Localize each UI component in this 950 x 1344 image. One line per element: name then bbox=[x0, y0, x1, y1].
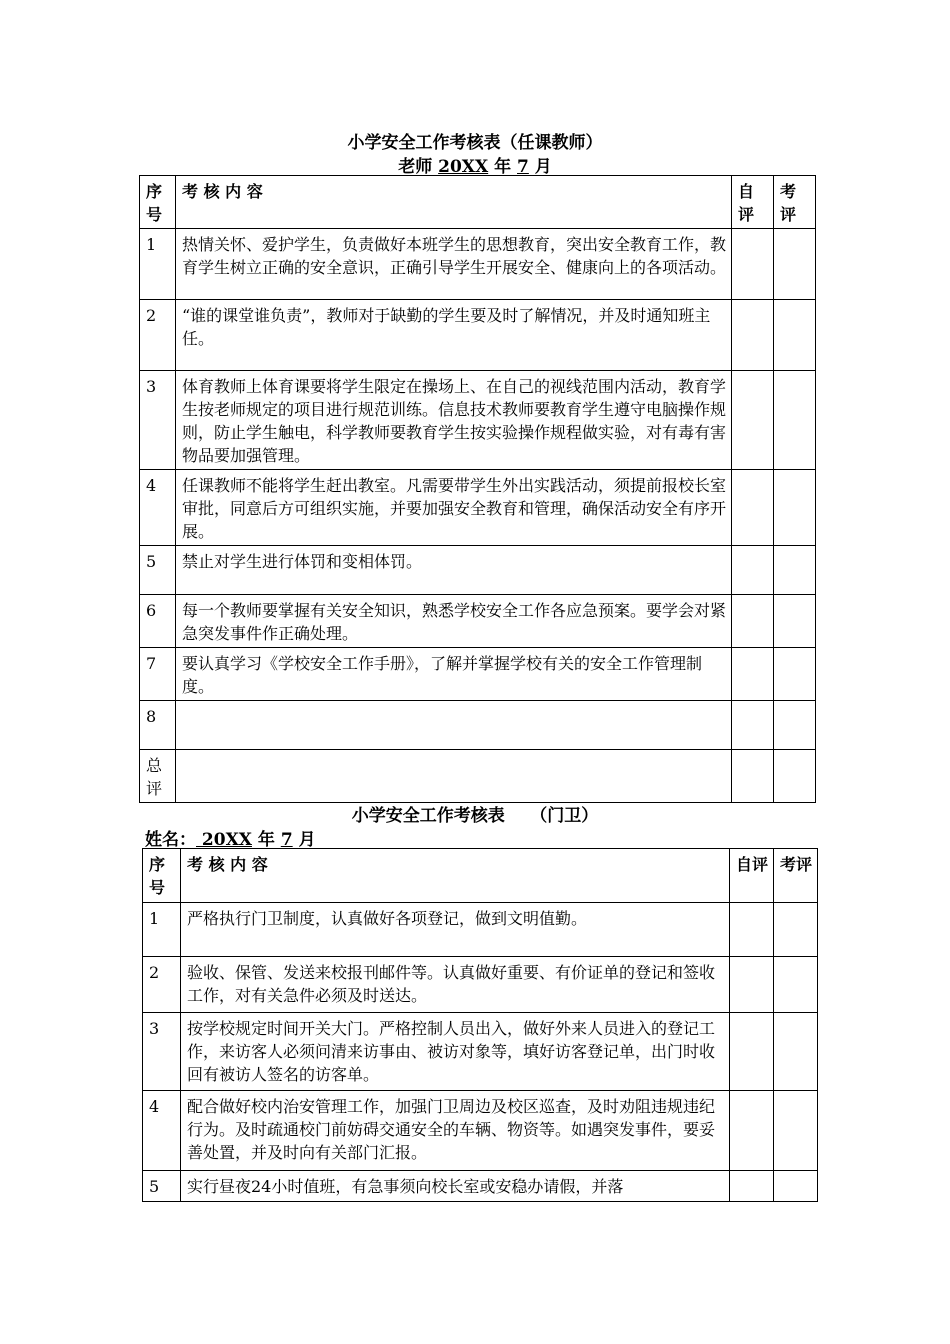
review-score-cell[interactable] bbox=[774, 701, 816, 750]
row-content: 禁止对学生进行体罚和变相体罚。 bbox=[176, 546, 732, 595]
row-no: 2 bbox=[140, 300, 176, 371]
table-row bbox=[140, 300, 816, 371]
self-score-cell[interactable] bbox=[732, 470, 774, 546]
review-score-cell[interactable] bbox=[774, 470, 816, 546]
table-row bbox=[140, 546, 816, 595]
table2-title: 小学安全工作考核表 （门卫） bbox=[351, 806, 599, 826]
self-score-cell[interactable] bbox=[732, 546, 774, 595]
row-content: 要认真学习《学校安全工作手册》，了解并掌握学校有关的安全工作管理制度。 bbox=[176, 648, 732, 701]
header-self: 自评 bbox=[732, 176, 774, 229]
table-row bbox=[140, 229, 816, 300]
table-header-row bbox=[143, 849, 818, 903]
table-row bbox=[140, 470, 816, 546]
review-score-cell[interactable] bbox=[774, 750, 816, 803]
row-content: 按学校规定时间开关大门。严格控制人员出入，做好外来人员进入的登记工作，来访客人必须问清来访事由、被访对象等，填好访客登记单，出门时收回有被访人签名的访客单。 bbox=[181, 1013, 730, 1091]
review-score-cell[interactable] bbox=[774, 648, 816, 701]
row-content: 体育教师上体育课要将学生限定在操场上、在自己的视线范围内活动，教育学生按老师规定的项目进行规范训练。信息技术教师要教育学生遵守电脑操作规则，防止学生触电，科学教师要教育学生按实验操作规程做实验，对有毒有害物品要加强管理。 bbox=[176, 371, 732, 470]
review-score-cell[interactable] bbox=[774, 1171, 818, 1202]
row-no: 1 bbox=[143, 903, 181, 957]
row-no: 总评 bbox=[140, 750, 176, 803]
table-row-summary bbox=[140, 750, 816, 803]
review-score-cell[interactable] bbox=[774, 957, 818, 1013]
header-content: 考 核 内 容 bbox=[176, 176, 732, 229]
row-no: 6 bbox=[140, 595, 176, 648]
assessment-table-teacher bbox=[139, 175, 816, 803]
self-score-cell[interactable] bbox=[732, 229, 774, 300]
self-score-cell[interactable] bbox=[730, 903, 774, 957]
row-content[interactable] bbox=[176, 750, 732, 803]
review-score-cell[interactable] bbox=[774, 371, 816, 470]
row-no: 4 bbox=[140, 470, 176, 546]
header-content: 考 核 内 容 bbox=[181, 849, 730, 903]
assessment-table-guard bbox=[142, 848, 818, 1202]
row-content: “谁的课堂谁负责”，教师对于缺勤的学生要及时了解情况，并及时通知班主任。 bbox=[176, 300, 732, 371]
table-header-row bbox=[140, 176, 816, 229]
self-score-cell[interactable] bbox=[730, 1091, 774, 1171]
self-score-cell[interactable] bbox=[732, 648, 774, 701]
row-content: 任课教师不能将学生赶出教室。凡需要带学生外出实践活动，须提前报校长室审批，同意后方可组织实施，并要加强安全教育和管理，确保活动安全有序开展。 bbox=[176, 470, 732, 546]
row-no: 7 bbox=[140, 648, 176, 701]
teacher-label: 老师 bbox=[398, 157, 439, 177]
row-no: 2 bbox=[143, 957, 181, 1013]
row-no: 4 bbox=[143, 1091, 181, 1171]
table-row bbox=[143, 1091, 818, 1171]
self-score-cell[interactable] bbox=[732, 300, 774, 371]
row-no: 3 bbox=[143, 1013, 181, 1091]
table1-title: 小学安全工作考核表（任课教师） bbox=[347, 133, 603, 153]
header-no: 序号 bbox=[143, 849, 181, 903]
table-row bbox=[140, 648, 816, 701]
row-content: 严格执行门卫制度，认真做好各项登记，做到文明值勤。 bbox=[181, 903, 730, 957]
table-row bbox=[140, 371, 816, 470]
self-score-cell[interactable] bbox=[732, 595, 774, 648]
review-score-cell[interactable] bbox=[774, 546, 816, 595]
year-value: 20XX bbox=[196, 830, 252, 850]
review-score-cell[interactable] bbox=[774, 595, 816, 648]
name-label: 姓名： bbox=[145, 830, 196, 850]
row-content[interactable] bbox=[176, 701, 732, 750]
table-row bbox=[143, 1171, 818, 1202]
review-score-cell[interactable] bbox=[774, 903, 818, 957]
table2-subtitle: 姓名： 20XX 年 7 月 bbox=[145, 830, 316, 850]
row-no: 5 bbox=[140, 546, 176, 595]
table-row bbox=[143, 903, 818, 957]
self-score-cell[interactable] bbox=[732, 750, 774, 803]
review-score-cell[interactable] bbox=[774, 300, 816, 371]
row-content: 每一个教师要掌握有关安全知识，熟悉学校安全工作各应急预案。要学会对紧急突发事件作正确处理。 bbox=[176, 595, 732, 648]
month-value: 7 bbox=[517, 157, 529, 177]
self-score-cell[interactable] bbox=[732, 701, 774, 750]
table-row bbox=[143, 957, 818, 1013]
row-content: 配合做好校内治安管理工作，加强门卫周边及校区巡查，及时劝阻违规违纪行为。及时疏通校门前妨碍交通安全的车辆、物资等。如遇突发事件，要妥善处置，并及时向有关部门汇报。 bbox=[181, 1091, 730, 1171]
header-no: 序号 bbox=[140, 176, 176, 229]
review-score-cell[interactable] bbox=[774, 1091, 818, 1171]
row-content: 实行昼夜24小时值班，有急事须向校长室或安稳办请假，并落 bbox=[181, 1171, 730, 1202]
review-score-cell[interactable] bbox=[774, 1013, 818, 1091]
self-score-cell[interactable] bbox=[730, 957, 774, 1013]
self-score-cell[interactable] bbox=[730, 1171, 774, 1202]
header-self: 自评 bbox=[730, 849, 774, 903]
row-no: 3 bbox=[140, 371, 176, 470]
table-row bbox=[140, 701, 816, 750]
row-no: 8 bbox=[140, 701, 176, 750]
row-content: 热情关怀、爱护学生，负责做好本班学生的思想教育，突出安全教育工作，教育学生树立正确的安全意识，正确引导学生开展安全、健康向上的各项活动。 bbox=[176, 229, 732, 300]
header-review: 考评 bbox=[774, 176, 816, 229]
table-row bbox=[143, 1013, 818, 1091]
header-review: 考评 bbox=[774, 849, 818, 903]
table1-subtitle: 老师 20XX 年 7 月 bbox=[398, 157, 552, 177]
self-score-cell[interactable] bbox=[732, 371, 774, 470]
self-score-cell[interactable] bbox=[730, 1013, 774, 1091]
row-content: 验收、保管、发送来校报刊邮件等。认真做好重要、有价证单的登记和签收工作，对有关急件必须及时送达。 bbox=[181, 957, 730, 1013]
month-value: 7 bbox=[280, 830, 293, 850]
year-value: 20XX bbox=[438, 157, 489, 177]
row-no: 5 bbox=[143, 1171, 181, 1202]
table-row bbox=[140, 595, 816, 648]
row-no: 1 bbox=[140, 229, 176, 300]
review-score-cell[interactable] bbox=[774, 229, 816, 300]
